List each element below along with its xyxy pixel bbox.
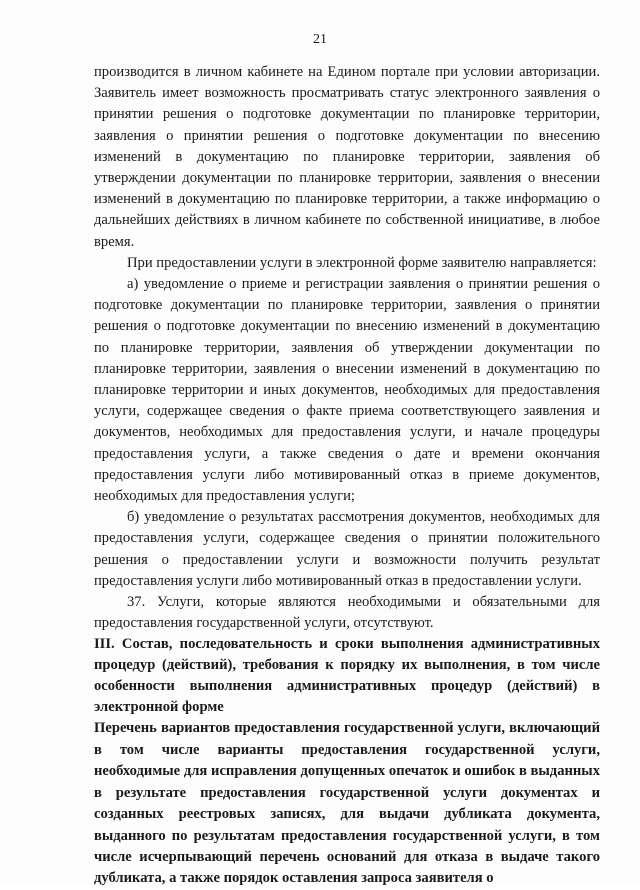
paragraph-item-b: б) уведомление о результатах рассмотрения документов, необходимых для предоставления услуги, содержащее сведения о принятии положительного решения о предоставлении услуги и возможности получить результат предоставления услуги либо мотивированный отказ в предоставлении услуги. [94,509,600,589]
page-number: 21 [313,32,327,47]
document-body [94,62,600,890]
subsection-heading: Перечень вариантов предоставления государственной услуги, включающий в том числе варианты предоставления государственной услуги, необходимые для исправления допущенных опечаток и ошибок в выданных в результате предоставления государственной услуги документах и созданных реестровых записях, для выдачи дубликата документа, выданного по результатам предоставления государственной услуги, в том числе исчерпывающий перечень оснований для отказа в выдаче такого дубликата, а также порядок оставления запроса заявителя о [94,720,600,887]
paragraph-37: 37. Услуги, которые являются необходимыми и обязательными для предоставления государственной услуги, отсутствуют. [94,594,600,632]
section-heading: III. Состав, последовательность и сроки выполнения административных процедур (действий), требования к порядку их выполнения, в том числе особенности выполнения административных процедур (действий) в электронной форме [94,636,600,716]
paragraph-notifications-intro: При предоставлении услуги в электронной форме заявителю направляется: [127,254,597,271]
paragraph-status-view: производится в личном кабинете на Едином портале при условии авторизации. Заявитель имеет возможность просматривать статус электронного заявления о принятии решения о подготовке документации по планировке территории, заявления о принятии решения о подготовке документации по внесению изменений в документацию по планировке территории, заявления об утверждении документации по планировке территории, заявления о внесении изменений в документацию по планировке территории, а также информацию о дальнейших действиях в личном кабинете по собственной инициативе, в любое время. [94,64,600,250]
paragraph-item-a: а) уведомление о приеме и регистрации заявления о принятии решения о подготовке документации по планировке территории, заявления о принятии решения о подготовке документации по внесению изменений в документацию по планировке территории, заявления об утверждении документации по планировке территории, заявления о внесении изменений в документацию по планировке территории и иных документов, необходимых для предоставления услуги, содержащее сведения о факте приема соответствующего заявления и документов, необходимых для предоставления услуги, и начале процедуры предоставления услуги, а также сведения о дате и времени окончания предоставления услуги либо мотивированный отказ в приеме документов, необходимых для предоставления услуги; [94,276,600,505]
